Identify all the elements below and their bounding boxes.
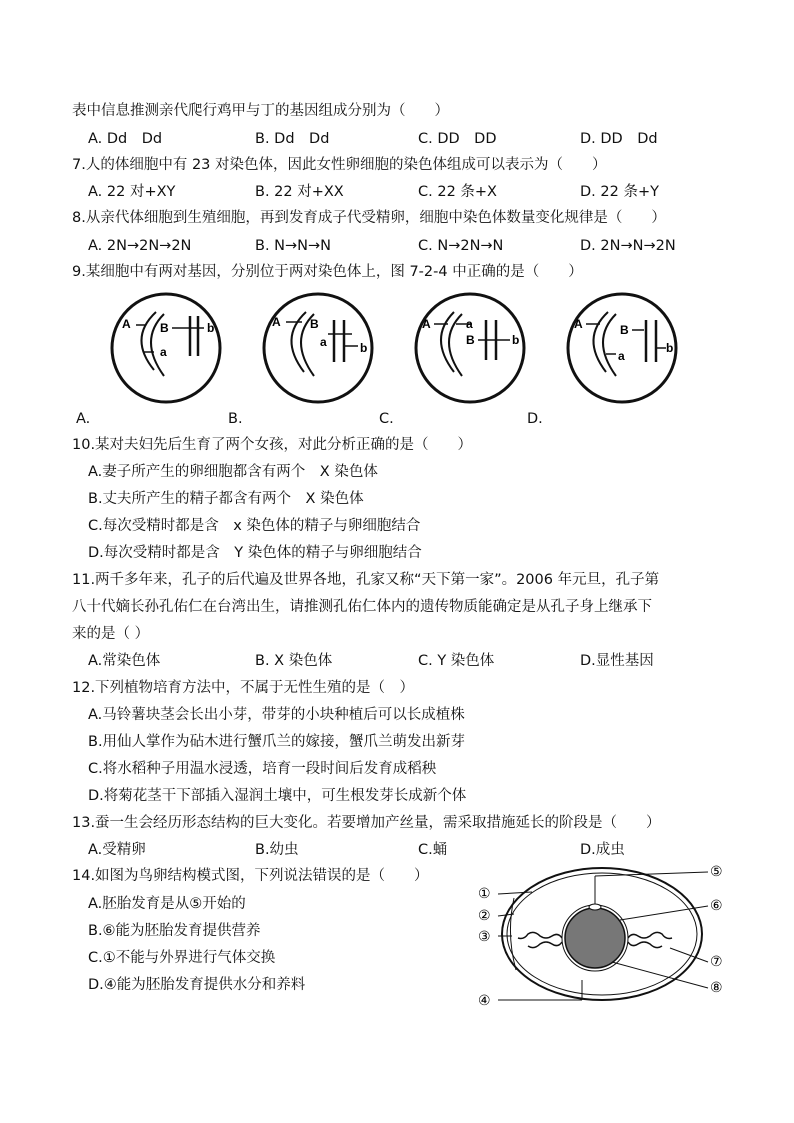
q10-option-a: A.妻子所产生的卵细胞都含有两个 X 染色体 — [88, 464, 378, 480]
q12-option-a: A.马铃薯块茎会长出小芽，带芽的小块种植后可以长成植株 — [88, 707, 465, 723]
cell-diagram-d — [566, 292, 678, 404]
q12-option-c: C.将水稻种子用温水浸透，培育一段时间后发育成稻秧 — [88, 761, 437, 777]
cell-diagram-a — [110, 292, 222, 404]
q11-stem-line3: 来的是（ ） — [72, 626, 150, 642]
gene-label-B: B — [466, 333, 475, 347]
gene-label-a: a — [160, 345, 167, 359]
q11-stem-line1: 11.两千多年来，孔子的后代遍及世界各地，孔家又称“天下第一家”。2006 年元旦，孔子第 — [72, 572, 660, 588]
q11-option-c: C. Y 染色体 — [418, 653, 495, 669]
egg-label-7: ⑦ — [710, 953, 723, 969]
q7-stem: 7.人的体细胞中有 23 对染色体，因此女性卵细胞的染色体组成可以表示为（ ） — [72, 157, 607, 173]
q13-option-b: B.幼虫 — [255, 842, 299, 858]
q14-option-c: C.①不能与外界进行气体交换 — [88, 950, 276, 966]
q13-stem: 13.蚕一生会经历形态结构的巨大变化。若要增加产丝量，需采取措施延长的阶段是（ ） — [72, 815, 661, 831]
q9-option-c: C. — [379, 411, 394, 427]
gene-label-a: a — [320, 335, 327, 349]
gene-label-b: b — [666, 341, 674, 355]
q7-option-a: A. 22 对+XY — [88, 184, 176, 200]
q6-option-b: B. Dd Dd — [255, 131, 330, 147]
q8-option-a: A. 2N→2N→2N — [88, 238, 192, 254]
cell-diagram-c — [414, 292, 526, 404]
egg-label-4: ④ — [478, 992, 491, 1008]
q9-option-d: D. — [527, 411, 543, 427]
gene-label-a: a — [618, 349, 625, 363]
egg-label-5: ⑤ — [710, 863, 723, 879]
q8-option-b: B. N→N→N — [255, 238, 332, 254]
q11-option-d: D.显性基因 — [580, 653, 654, 669]
q8-option-d: D. 2N→N→2N — [580, 238, 676, 254]
gene-label-b: b — [512, 333, 520, 347]
egg-label-3: ③ — [478, 928, 491, 944]
q14-option-a: A.胚胎发育是从⑤开始的 — [88, 896, 246, 912]
egg-label-2: ② — [478, 907, 491, 923]
q13-option-c: C.蛹 — [418, 842, 448, 858]
q11-option-b: B. X 染色体 — [255, 653, 333, 669]
q6-option-c: C. DD DD — [418, 131, 497, 147]
gene-label-A: A — [272, 315, 281, 329]
gene-label-B: B — [160, 321, 169, 335]
bird-egg-diagram — [470, 852, 740, 1017]
q8-stem: 8.从亲代体细胞到生殖细胞，再到发育成子代受精卵，细胞中染色体数量变化规律是（ ） — [72, 210, 666, 226]
cell-diagram-b — [262, 292, 374, 404]
q9-option-b: B. — [228, 411, 243, 427]
q12-option-b: B.用仙人掌作为砧木进行蟹爪兰的嫁接，蟹爪兰萌发出新芽 — [88, 734, 466, 750]
q14-option-b: B.⑥能为胚胎发育提供营养 — [88, 923, 261, 939]
egg-label-8: ⑧ — [710, 979, 723, 995]
q10-option-d: D.每次受精时都是含 Y 染色体的精子与卵细胞结合 — [88, 545, 422, 561]
q6-option-d: D. DD Dd — [580, 131, 658, 147]
q9-stem: 9.某细胞中有两对基因，分别位于两对染色体上，图 7-2-4 中正确的是（ ） — [72, 264, 583, 280]
q12-option-d: D.将菊花茎干下部插入湿润土壤中，可生根发芽长成新个体 — [88, 788, 467, 804]
q6-option-a: A. Dd Dd — [88, 131, 163, 147]
q10-option-c: C.每次受精时都是含 x 染色体的精子与卵细胞结合 — [88, 518, 421, 534]
q6-stem: 表中信息推测亲代爬行鸡甲与丁的基因组成分别为（ ） — [72, 103, 449, 119]
q11-stem-line2: 八十代嫡长孙孔佑仁在台湾出生，请推测孔佑仁体内的遗传物质能确定是从孔子身上继承下 — [72, 599, 652, 615]
q10-stem: 10.某对夫妇先后生育了两个女孩，对此分析正确的是（ ） — [72, 437, 473, 453]
gene-label-B: B — [620, 323, 629, 337]
q13-option-a: A.受精卵 — [88, 842, 146, 858]
gene-label-A: A — [422, 317, 431, 331]
gene-label-B: B — [310, 317, 319, 331]
q7-option-b: B. 22 对+XX — [255, 184, 344, 200]
q11-option-a: A.常染色体 — [88, 653, 161, 669]
q9-option-a: A. — [76, 411, 91, 427]
q14-option-d: D.④能为胚胎发育提供水分和养料 — [88, 977, 306, 993]
q7-option-c: C. 22 条+X — [418, 184, 497, 200]
gene-label-b: b — [207, 321, 215, 335]
gene-label-b: b — [360, 341, 368, 355]
gene-label-A: A — [574, 317, 583, 331]
q12-stem: 12.下列植物培育方法中，不属于无性生殖的是（ ） — [72, 680, 415, 696]
gene-label-A: A — [122, 317, 131, 331]
egg-label-6: ⑥ — [710, 897, 723, 913]
q13-option-d: D.成虫 — [580, 842, 625, 858]
q8-option-c: C. N→2N→N — [418, 238, 504, 254]
q14-stem: 14.如图为鸟卵结构模式图，下列说法错误的是（ ） — [72, 868, 429, 884]
gene-label-a: a — [466, 317, 473, 331]
egg-label-1: ① — [478, 885, 491, 901]
q10-option-b: B.丈夫所产生的精子都含有两个 X 染色体 — [88, 491, 364, 507]
q7-option-d: D. 22 条+Y — [580, 184, 659, 200]
